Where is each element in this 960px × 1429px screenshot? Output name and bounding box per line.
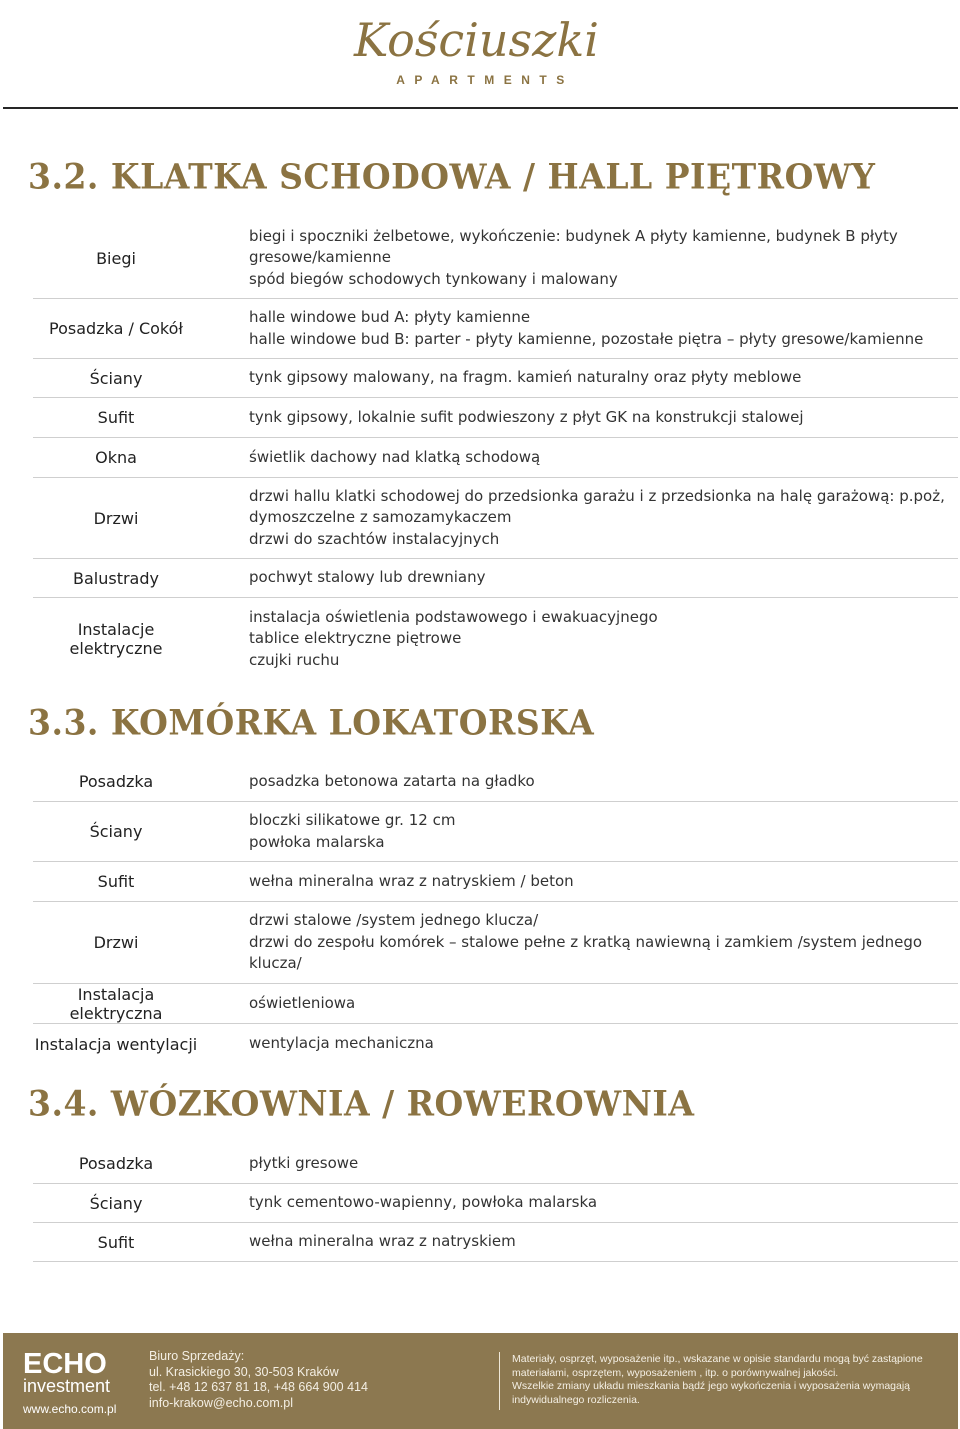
spec-value [249, 993, 355, 1015]
spec-value [249, 607, 658, 672]
spec-row [33, 398, 958, 438]
spec-row [33, 1184, 958, 1223]
spec-row [33, 478, 958, 559]
spec-line: dymoszczelne z samozamykaczem [249, 508, 512, 527]
echo-logo [23, 1350, 128, 1416]
spec-value [249, 407, 804, 429]
spec-label: Biegi [96, 248, 136, 268]
spec-line: czujki ruchu [249, 650, 340, 669]
spec-row [33, 1024, 958, 1064]
spec-value [249, 226, 898, 291]
disclaimer-line: indywidualnego rozliczenia. [512, 1393, 640, 1406]
spec-line: posadzka betonowa zatarta na gładko [249, 771, 535, 790]
header-divider [3, 107, 958, 109]
spec-line: tablice elektryczne piętrowe [249, 629, 462, 648]
spec-label: Posadzka / Cokół [49, 319, 183, 338]
spec-label: Instalacja wentylacji [34, 1034, 198, 1054]
spec-value [249, 771, 535, 793]
spec-label: Ściany [89, 1193, 143, 1213]
disclaimer-line: Wszelkie zmiany układu mieszkania bądź jego wykończenia i wyposażenia wymagają [512, 1380, 911, 1392]
spec-row [33, 902, 958, 984]
spec-row [33, 802, 958, 862]
section-title-bike-room: 3.4. WÓZKOWNIA / ROWEROWNIA [28, 1083, 695, 1124]
spec-value [249, 307, 923, 350]
spec-row [33, 299, 958, 359]
disclaimer-line: materiałami, osprzętem, wyposażeniem , itp. o porównywalnej jakości. [512, 1366, 839, 1379]
spec-row [33, 559, 958, 598]
spec-label: Sufit [97, 872, 135, 891]
spec-line: tynk gipsowy, lokalnie sufit podwieszony z płyt GK na konstrukcji stalowej [249, 407, 804, 426]
spec-line: halle windowe bud B: parter - płyty kamienne, pozostałe piętra – płyty gresowe/kamienne [249, 329, 924, 348]
spec-line: instalacja oświetlenia podstawowego i ewakuacyjnego [249, 607, 658, 626]
footer-divider [499, 1352, 500, 1410]
spec-label: Ściany [89, 822, 143, 841]
spec-value [249, 367, 801, 389]
spec-label: Posadzka [78, 1154, 154, 1173]
echo-logo-word: ECHO [23, 1348, 107, 1380]
spec-row [33, 862, 958, 902]
spec-line: drzwi hallu klatki schodowej do przedsionka garażu i z przedsionka na halę garażową: p.poż, [249, 486, 945, 505]
echo-website-link[interactable]: www.echo.com.pl [23, 1402, 117, 1416]
spec-label: Sufit [97, 1232, 135, 1252]
disclaimer [512, 1353, 952, 1407]
spec-line: drzwi do zespołu komórek – stalowe pełne z kratką nawiewną i zamkiem /system jednego [249, 932, 923, 951]
footer [3, 1333, 958, 1429]
spec-row [33, 218, 958, 299]
spec-value [249, 810, 455, 853]
spec-label: Sufit [97, 408, 135, 427]
brand-name: Kościuszki [354, 13, 599, 67]
spec-value [249, 1192, 597, 1214]
spec-label: Instalacja elektryczna [69, 984, 163, 1023]
spec-line: płytki gresowe [249, 1153, 359, 1172]
spec-value [249, 1033, 434, 1055]
echo-logo-sub: investment [23, 1376, 111, 1396]
spec-line: wełna mineralna wraz z natryskiem / beton [249, 871, 574, 890]
spec-value [249, 871, 574, 893]
spec-line: gresowe/kamienne [249, 248, 391, 267]
spec-table-bike-room [33, 1144, 958, 1262]
spec-line: biegi i spoczniki żelbetowe, wykończenie: budynek A płyty kamienne, budynek B płyty [249, 226, 898, 245]
spec-line: wełna mineralna wraz z natryskiem [249, 1232, 516, 1251]
spec-table-stairwell [33, 218, 958, 680]
sales-office-address: ul. Krasickiego 30, 30-503 Kraków [149, 1364, 339, 1379]
sales-office [149, 1349, 368, 1411]
spec-line: pochwyt stalowy lub drewniany [249, 568, 486, 587]
spec-value [249, 910, 922, 975]
spec-line: tynk cementowo-wapienny, powłoka malarska [249, 1193, 598, 1212]
spec-line: bloczki silikatowe gr. 12 cm [249, 811, 456, 829]
spec-line: tynk gipsowy malowany, na fragm. kamień naturalny oraz płyty meblowe [249, 368, 802, 387]
spec-label: Posadzka [78, 772, 154, 791]
spec-row [33, 1223, 958, 1262]
spec-value [249, 486, 945, 551]
sales-office-heading: Biuro Sprzedaży: [149, 1349, 245, 1363]
spec-row [33, 762, 958, 802]
spec-row [33, 1144, 958, 1184]
spec-table-storage [33, 762, 958, 1064]
spec-value [249, 447, 540, 469]
spec-line: klucza/ [249, 954, 302, 973]
brand-logo-script [350, 4, 610, 74]
section-title-stairwell: 3.2. KLATKA SCHODOWA / HALL PIĘTROWY [28, 156, 876, 197]
spec-line: spód biegów schodowych tynkowany i malowany [249, 269, 618, 288]
spec-label: Drzwi [93, 933, 139, 952]
spec-line: halle windowe bud A: płyty kamienne [249, 308, 531, 326]
section-title-storage: 3.3. KOMÓRKA LOKATORSKA [28, 702, 595, 743]
spec-row [33, 438, 958, 478]
spec-line: drzwi stalowe /system jednego klucza/ [249, 911, 539, 930]
sales-office-phone: tel. +48 12 637 81 18, +48 664 900 414 [149, 1380, 368, 1394]
spec-line: drzwi do szachtów instalacyjnych [249, 529, 500, 548]
spec-label: Drzwi [93, 508, 139, 528]
spec-value [249, 567, 485, 589]
brand-subtitle: APARTMENTS [396, 73, 574, 87]
spec-line: wentylacja mechaniczna [249, 1034, 434, 1053]
spec-label: Instalacje elektryczne [69, 620, 163, 658]
disclaimer-line: Materiały, osprzęt, wyposażenie itp., wskazane w opisie standardu mogą być zastąpione [512, 1353, 923, 1365]
spec-row [33, 598, 958, 680]
sales-office-email[interactable]: info-krakow@echo.com.pl [149, 1395, 293, 1410]
spec-value [249, 1153, 358, 1175]
spec-value [249, 1231, 516, 1253]
spec-row [33, 984, 958, 1024]
spec-line: oświetleniowa [249, 993, 356, 1012]
spec-label: Balustrady [73, 568, 159, 588]
spec-label: Okna [95, 448, 137, 467]
spec-row [33, 359, 958, 398]
brand-logo [0, 4, 960, 87]
spec-line: powłoka malarska [249, 832, 385, 851]
spec-line: świetlik dachowy nad klatką schodową [249, 447, 541, 466]
spec-label: Ściany [89, 368, 143, 388]
